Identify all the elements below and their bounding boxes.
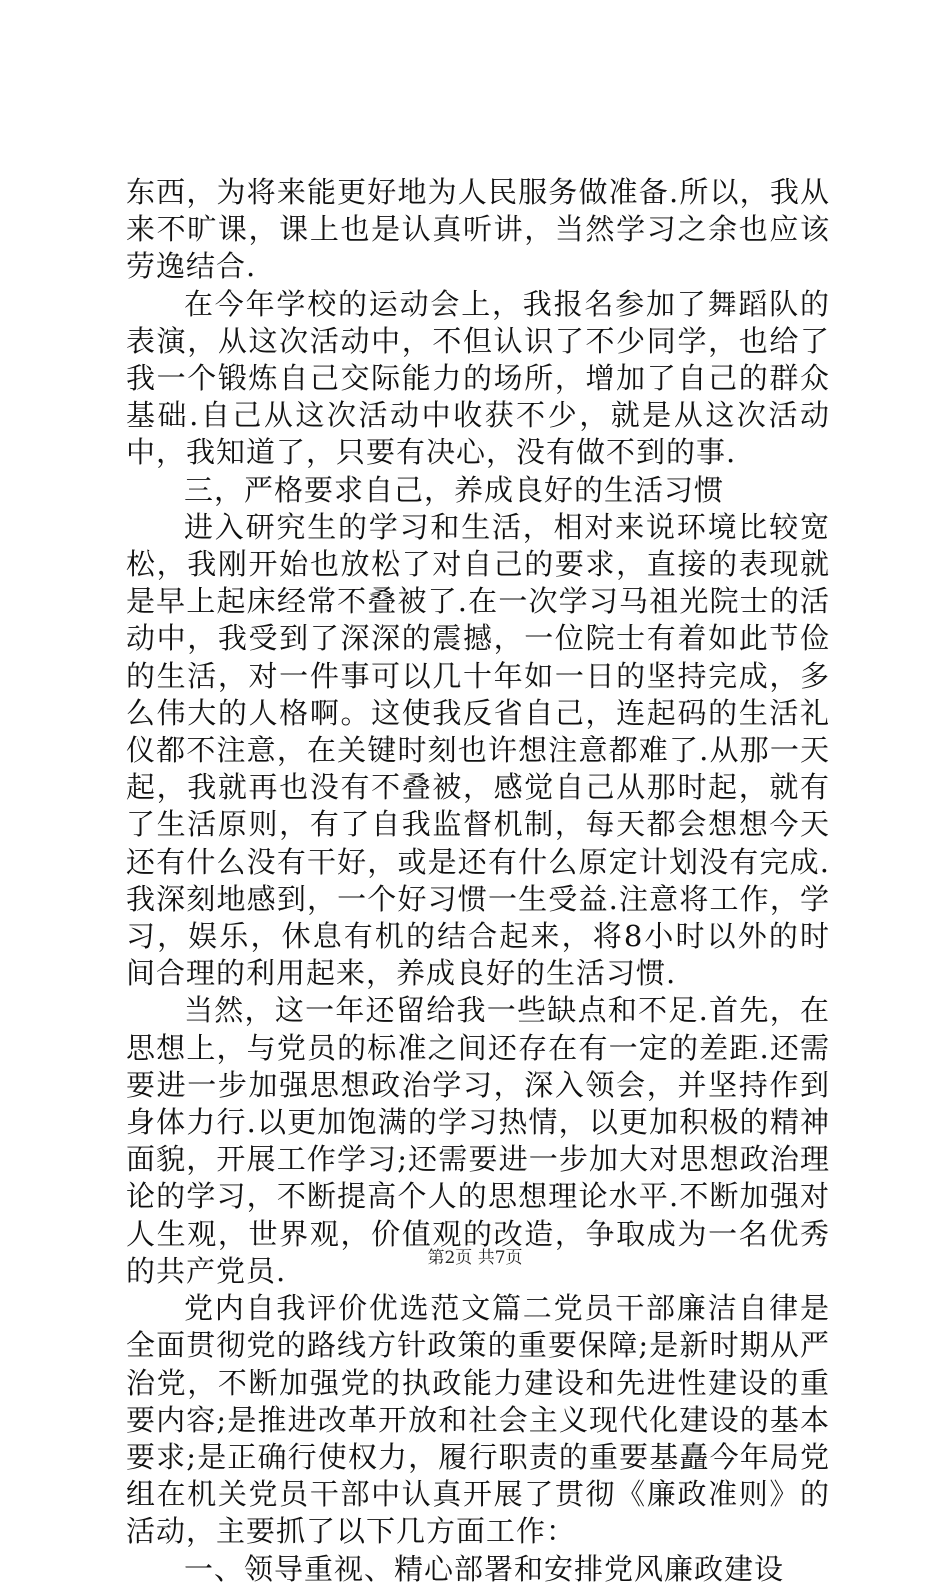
paragraph-graduate-life: 进入研究生的学习和生活，相对来说环境比较宽松，我刚开始也放松了对自己的要求，直接的表现就是早上起床经常不叠被了.在一次学习马祖光院士的活动中，我受到了深深的震撼，一位院士有着如此节俭的生活，对一件事可以几十年如一日的坚持完成，多么伟大的人格啊。这使我反省自己，连起码的生活礼仪都不注意，在关键时刻也许想注意都难了.从那一天起，我就再也没有不叠被，感觉自己从那时起，就有了生活原则，有了自我监督机制，每天都会想想今天还有什么没有干好，或是还有什么原定计划没有完成.我深刻地感到，一个好习惯一生受益.注意将工作，学习，娱乐，休息有机的结合起来，将8小时以外的时间合理的利用起来，养成良好的生活习惯. [126, 509, 830, 991]
paragraph-sports-meet: 在今年学校的运动会上，我报名参加了舞蹈队的表演，从这次活动中，不但认识了不少同学，也给了我一个锻炼自己交际能力的场所，增加了自己的群众基础.自己从这次活动中收获不少，就是从这次活动中，我知道了，只要有决心，没有做不到的事. [126, 286, 830, 470]
section-heading-habits: 三，严格要求自己，养成良好的生活习惯 [184, 472, 725, 507]
paragraph-continuation: 东西，为将来能更好地为人民服务做准备.所以，我从来不旷课，课上也是认真听讲，当然学习之余也应该劳逸结合. [126, 175, 830, 284]
paragraph-sample-two: 党内自我评价优选范文篇二党员干部廉洁自律是全面贯彻党的路线方针政策的重要保障;是新时期从严治党，不断加强党的执政能力建设和先进性建设的重要内容;是推进改革开放和社会主义现代化建设的基本要求;是正确行使权力，履行职责的重要基矗今年局党组在机关党员干部中认真开展了贯彻《廉政准则》的活动，主要抓了以下几方面工作： [126, 1291, 830, 1549]
paragraph-shortcomings: 当然，这一年还留给我一些缺点和不足.首先，在思想上，与党员的标准之间还存在有一定的差距.还需要进一步加强思想政治学习，深入领会，并坚持作到身体力行.以更加饱满的学习热情，以更加积极的精神面貌，开展工作学习;还需要进一步加大对思想政治理论的学习，不断提高个人的思想理论水平.不断加强对人生观，世界观，价值观的改造，争取成为一名优秀的共产党员. [126, 993, 830, 1288]
section-heading-leadership: 一、领导重视、精心部署和安排党风廉政建设 [184, 1551, 785, 1586]
document-body [126, 174, 830, 1588]
page-number: 第2页 共7页 [427, 1248, 523, 1268]
